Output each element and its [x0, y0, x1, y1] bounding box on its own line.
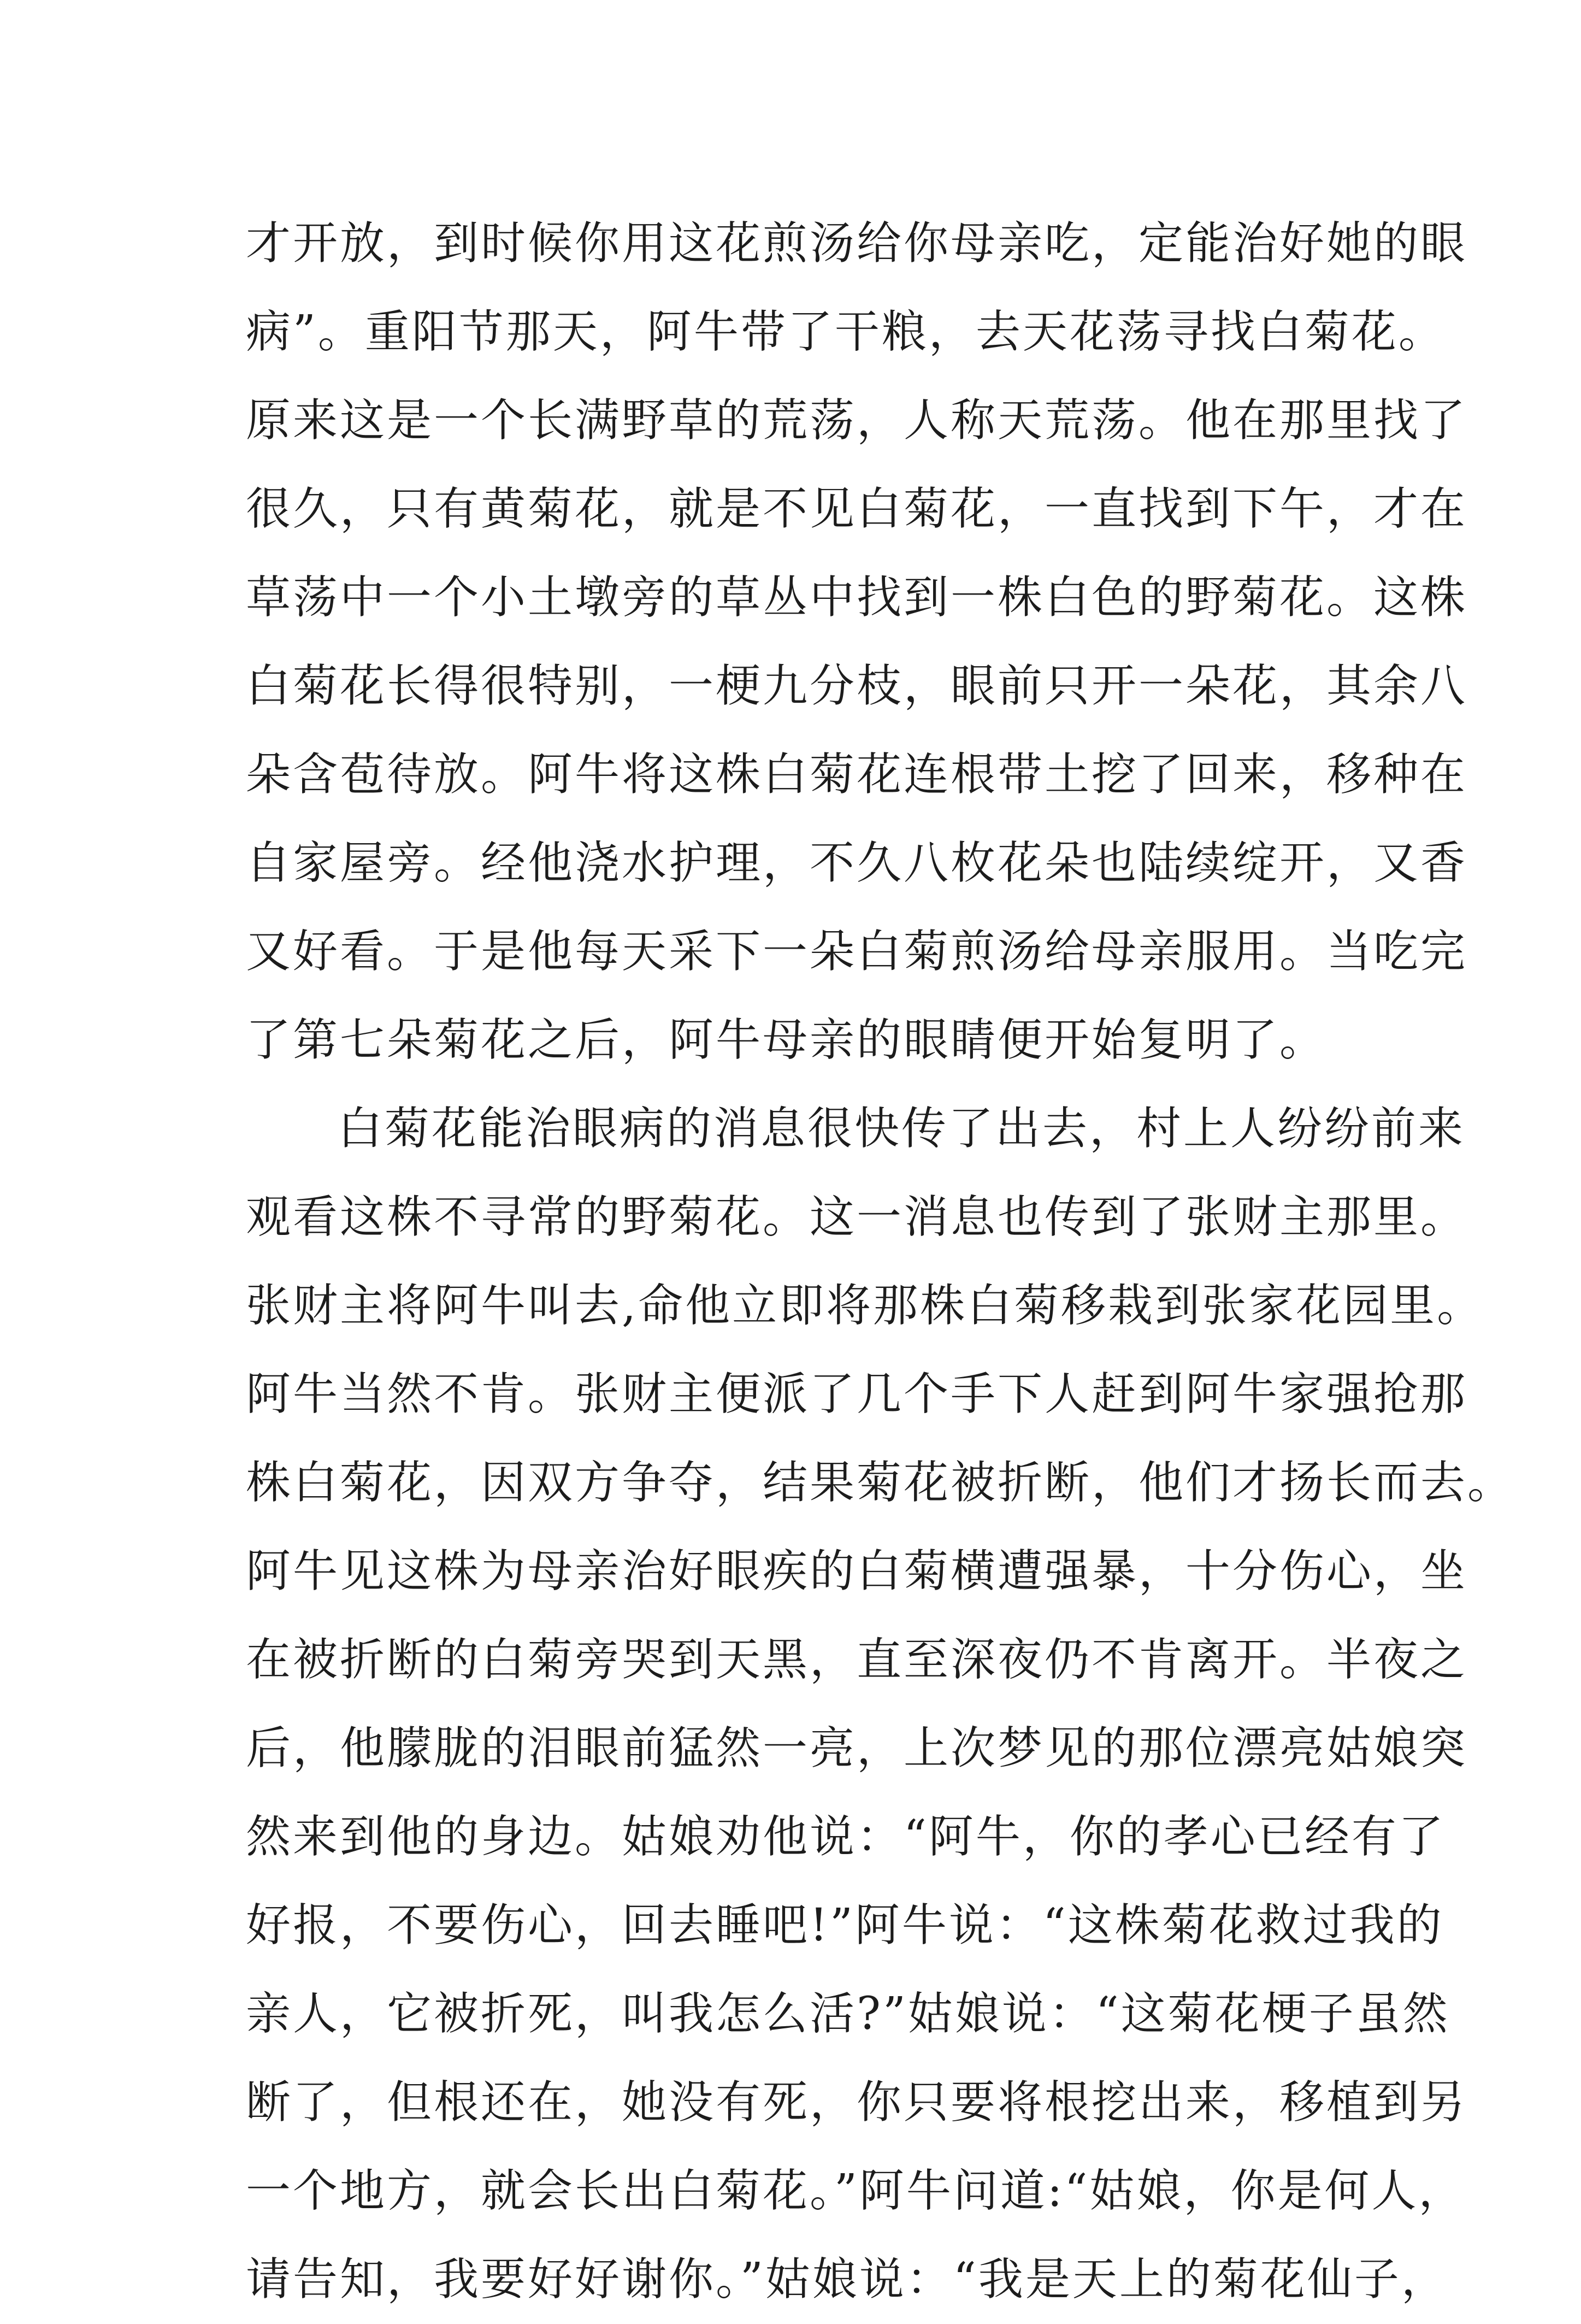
text-line: 阿牛当然不肯。张财主便派了几个手下人赶到阿牛家强抢那	[246, 1368, 1468, 1420]
text-line: 朵含苞待放。阿牛将这株白菊花连根带土挖了回来，移种在	[246, 749, 1468, 801]
text-line: 亲人，它被折死，叫我怎么活?”姑娘说：“这菊花梗子虽然	[246, 1988, 1450, 2040]
text-line: 断了，但根还在，她没有死，你只要将根挖出来，移植到另	[246, 2076, 1468, 2128]
text-line: 株白菊花，因双方争夺，结果菊花被折断，他们才扬长而去。	[246, 1457, 1515, 1509]
text-line: 才开放，到时候你用这花煎汤给你母亲吃，定能治好她的眼	[246, 217, 1468, 269]
text-line: 草荡中一个小土墩旁的草丛中找到一株白色的野菊花。这株	[246, 572, 1468, 623]
text-line: 阿牛见这株为母亲治好眼疾的白菊横遭强暴，十分伤心，坐	[246, 1545, 1468, 1597]
text-line: 请告知，我要好好谢你。”姑娘说：“我是天上的菊花仙子，	[246, 2254, 1448, 2305]
text-line: 又好看。于是他每天采下一朵白菊煎汤给母亲服用。当吃完	[246, 926, 1468, 978]
text-line: 张财主将阿牛叫去,命他立即将那株白菊移栽到张家花园里。	[246, 1280, 1484, 1332]
text-line: 自家屋旁。经他浇水护理，不久八枚花朵也陆续绽开，又香	[246, 837, 1468, 889]
text-line: 一个地方，就会长出白菊花。”阿牛问道:“姑娘，你是何人，	[246, 2165, 1466, 2217]
text-line: 白菊花长得很特别，一梗九分枝，眼前只开一朵花，其余八	[246, 660, 1468, 712]
text-line: 很久，只有黄菊花，就是不见白菊花，一直找到下午，才在	[246, 483, 1468, 535]
text-line: 然来到他的身边。姑娘劝他说：“阿牛，你的孝心已经有了	[246, 1811, 1446, 1863]
text-line: 原来这是一个长满野草的荒荡，人称天荒荡。他在那里找了	[246, 395, 1468, 446]
text-line: 观看这株不寻常的野菊花。这一消息也传到了张财主那里。	[246, 1191, 1468, 1243]
text-line: 了第七朵菊花之后，阿牛母亲的眼睛便开始复明了。	[246, 1014, 1327, 1066]
text-line: 病”。重阳节那天，阿牛带了干粮，去天花荡寻找白菊花。	[246, 306, 1446, 358]
text-line: 白菊花能治眼病的消息很快传了出去，村上人纷纷前来	[338, 1103, 1466, 1155]
text-line: 在被折断的白菊旁哭到天黑，直至深夜仍不肯离开。半夜之	[246, 1634, 1468, 1686]
body-text	[246, 199, 1515, 2324]
text-line: 好报，不要伤心，回去睡吧!”阿牛说：“这株菊花救过我的	[246, 1899, 1444, 1951]
text-line: 后，他朦胧的泪眼前猛然一亮，上次梦见的那位漂亮姑娘突	[246, 1722, 1468, 1774]
